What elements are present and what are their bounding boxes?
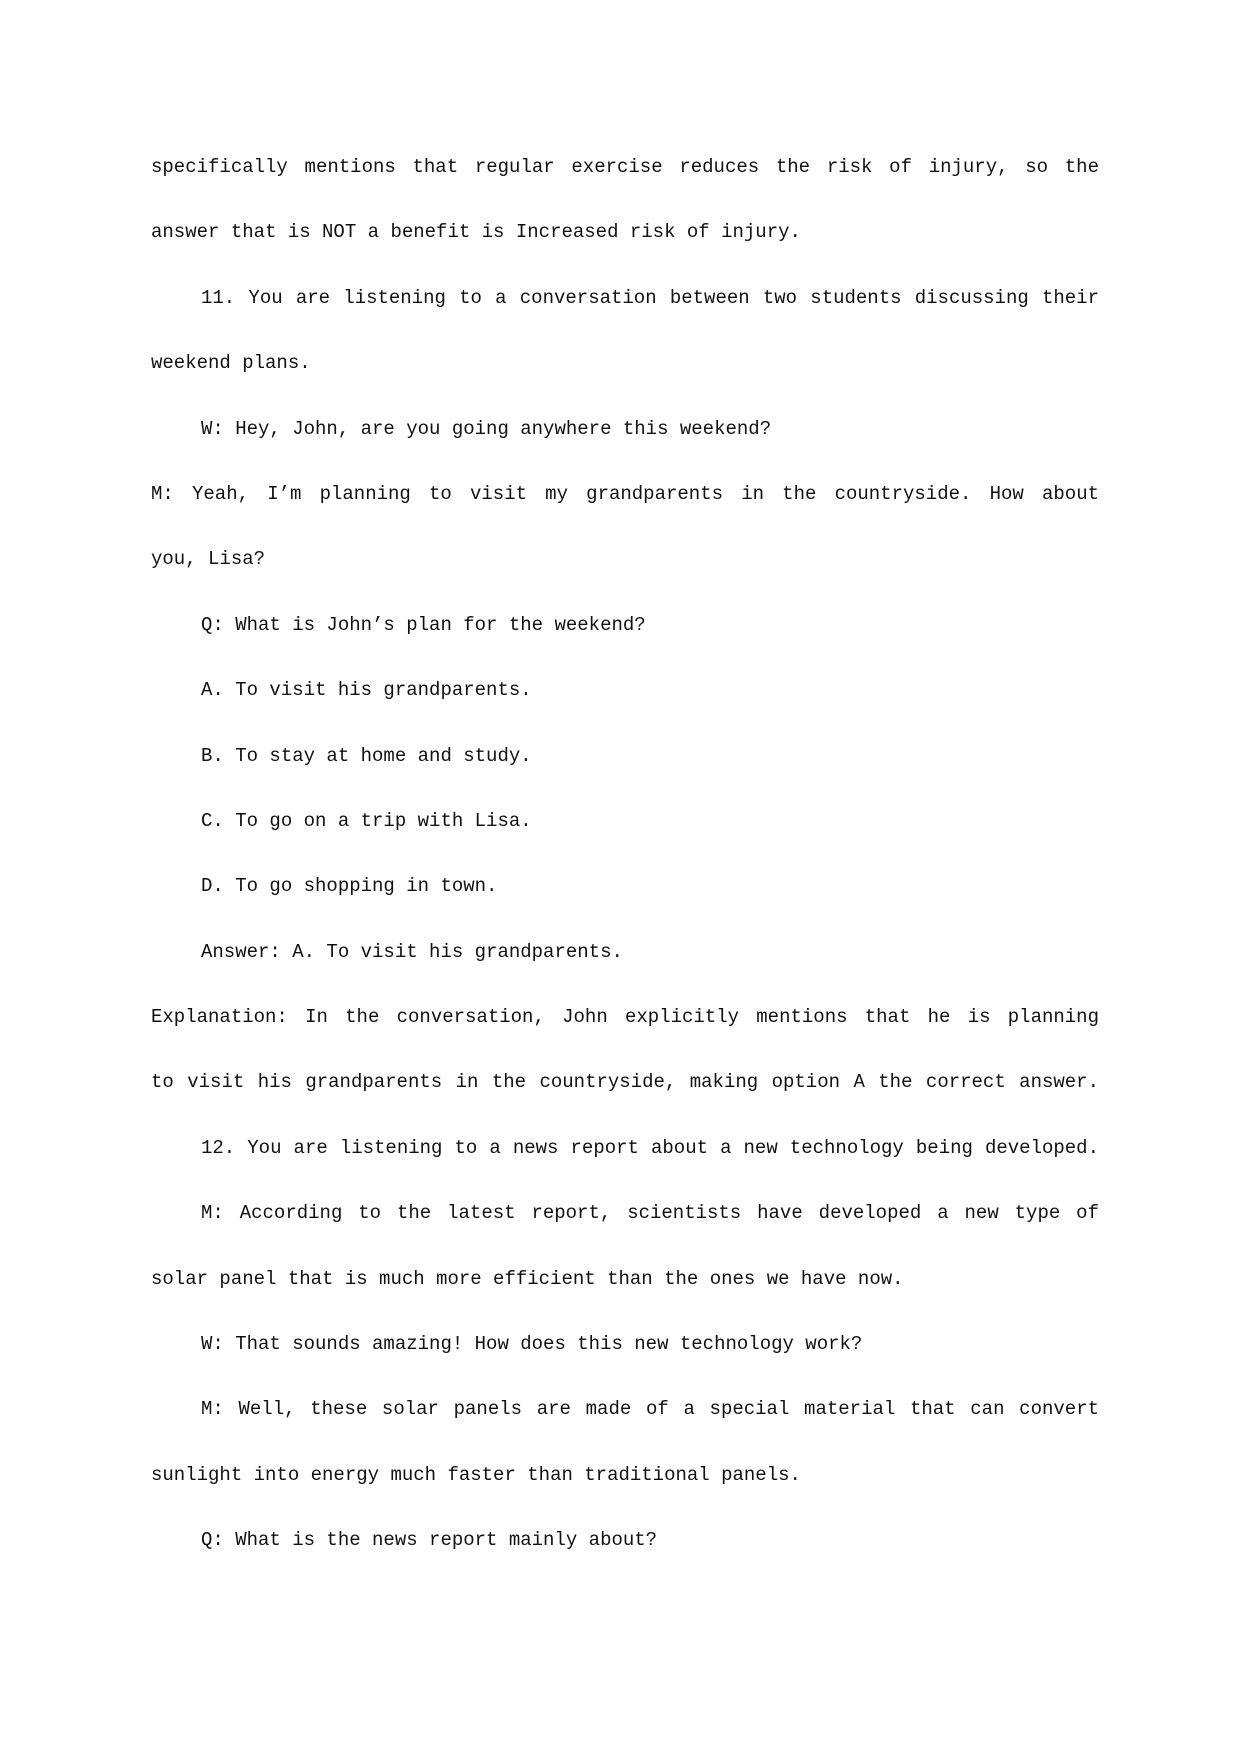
explanation-line: to visit his grandparents in the countryside, making option A the correct answer.	[151, 1071, 1099, 1094]
previous-explanation	[151, 135, 1099, 266]
option-d: D. To go shopping in town.	[201, 875, 498, 898]
question-text: Q: What is the news report mainly about?	[201, 1529, 658, 1552]
question-prompt: weekend plans.	[151, 352, 311, 375]
question-12	[151, 1116, 1099, 1574]
question-11	[151, 266, 1099, 1116]
dialogue-line: M: According to the latest report, scientists have developed a new type of	[201, 1202, 1099, 1225]
dialogue-line: W: Hey, John, are you going anywhere this weekend?	[201, 417, 772, 440]
question-prompt: 11. You are listening to a conversation between two students discussing their	[201, 286, 1099, 309]
explanation-line: specifically mentions that regular exercise reduces the risk of injury, so the	[151, 156, 1099, 178]
document-page	[151, 135, 1099, 1574]
dialogue-line: W: That sounds amazing! How does this new technology work?	[201, 1333, 863, 1356]
question-text: Q: What is John’s plan for the weekend?	[201, 613, 646, 636]
option-a: A. To visit his grandparents.	[201, 679, 532, 702]
dialogue-line: you, Lisa?	[151, 548, 266, 571]
dialogue-line: solar panel that is much more efficient than the ones we have now.	[151, 1267, 904, 1290]
answer-line: Answer: A. To visit his grandparents.	[201, 940, 623, 963]
question-prompt: 12. You are listening to a news report about a new technology being developed.	[201, 1136, 1099, 1159]
dialogue-line: M: Well, these solar panels are made of a special material that can convert	[201, 1398, 1099, 1421]
option-b: B. To stay at home and study.	[201, 744, 532, 767]
explanation-line: answer that is NOT a benefit is Increased risk of injury.	[151, 221, 801, 244]
option-c: C. To go on a trip with Lisa.	[201, 809, 532, 832]
dialogue-line: sunlight into energy much faster than traditional panels.	[151, 1463, 801, 1486]
dialogue-line: M: Yeah, I’m planning to visit my grandparents in the countryside. How about	[151, 482, 1099, 505]
explanation-line: Explanation: In the conversation, John explicitly mentions that he is planning	[151, 1006, 1099, 1029]
